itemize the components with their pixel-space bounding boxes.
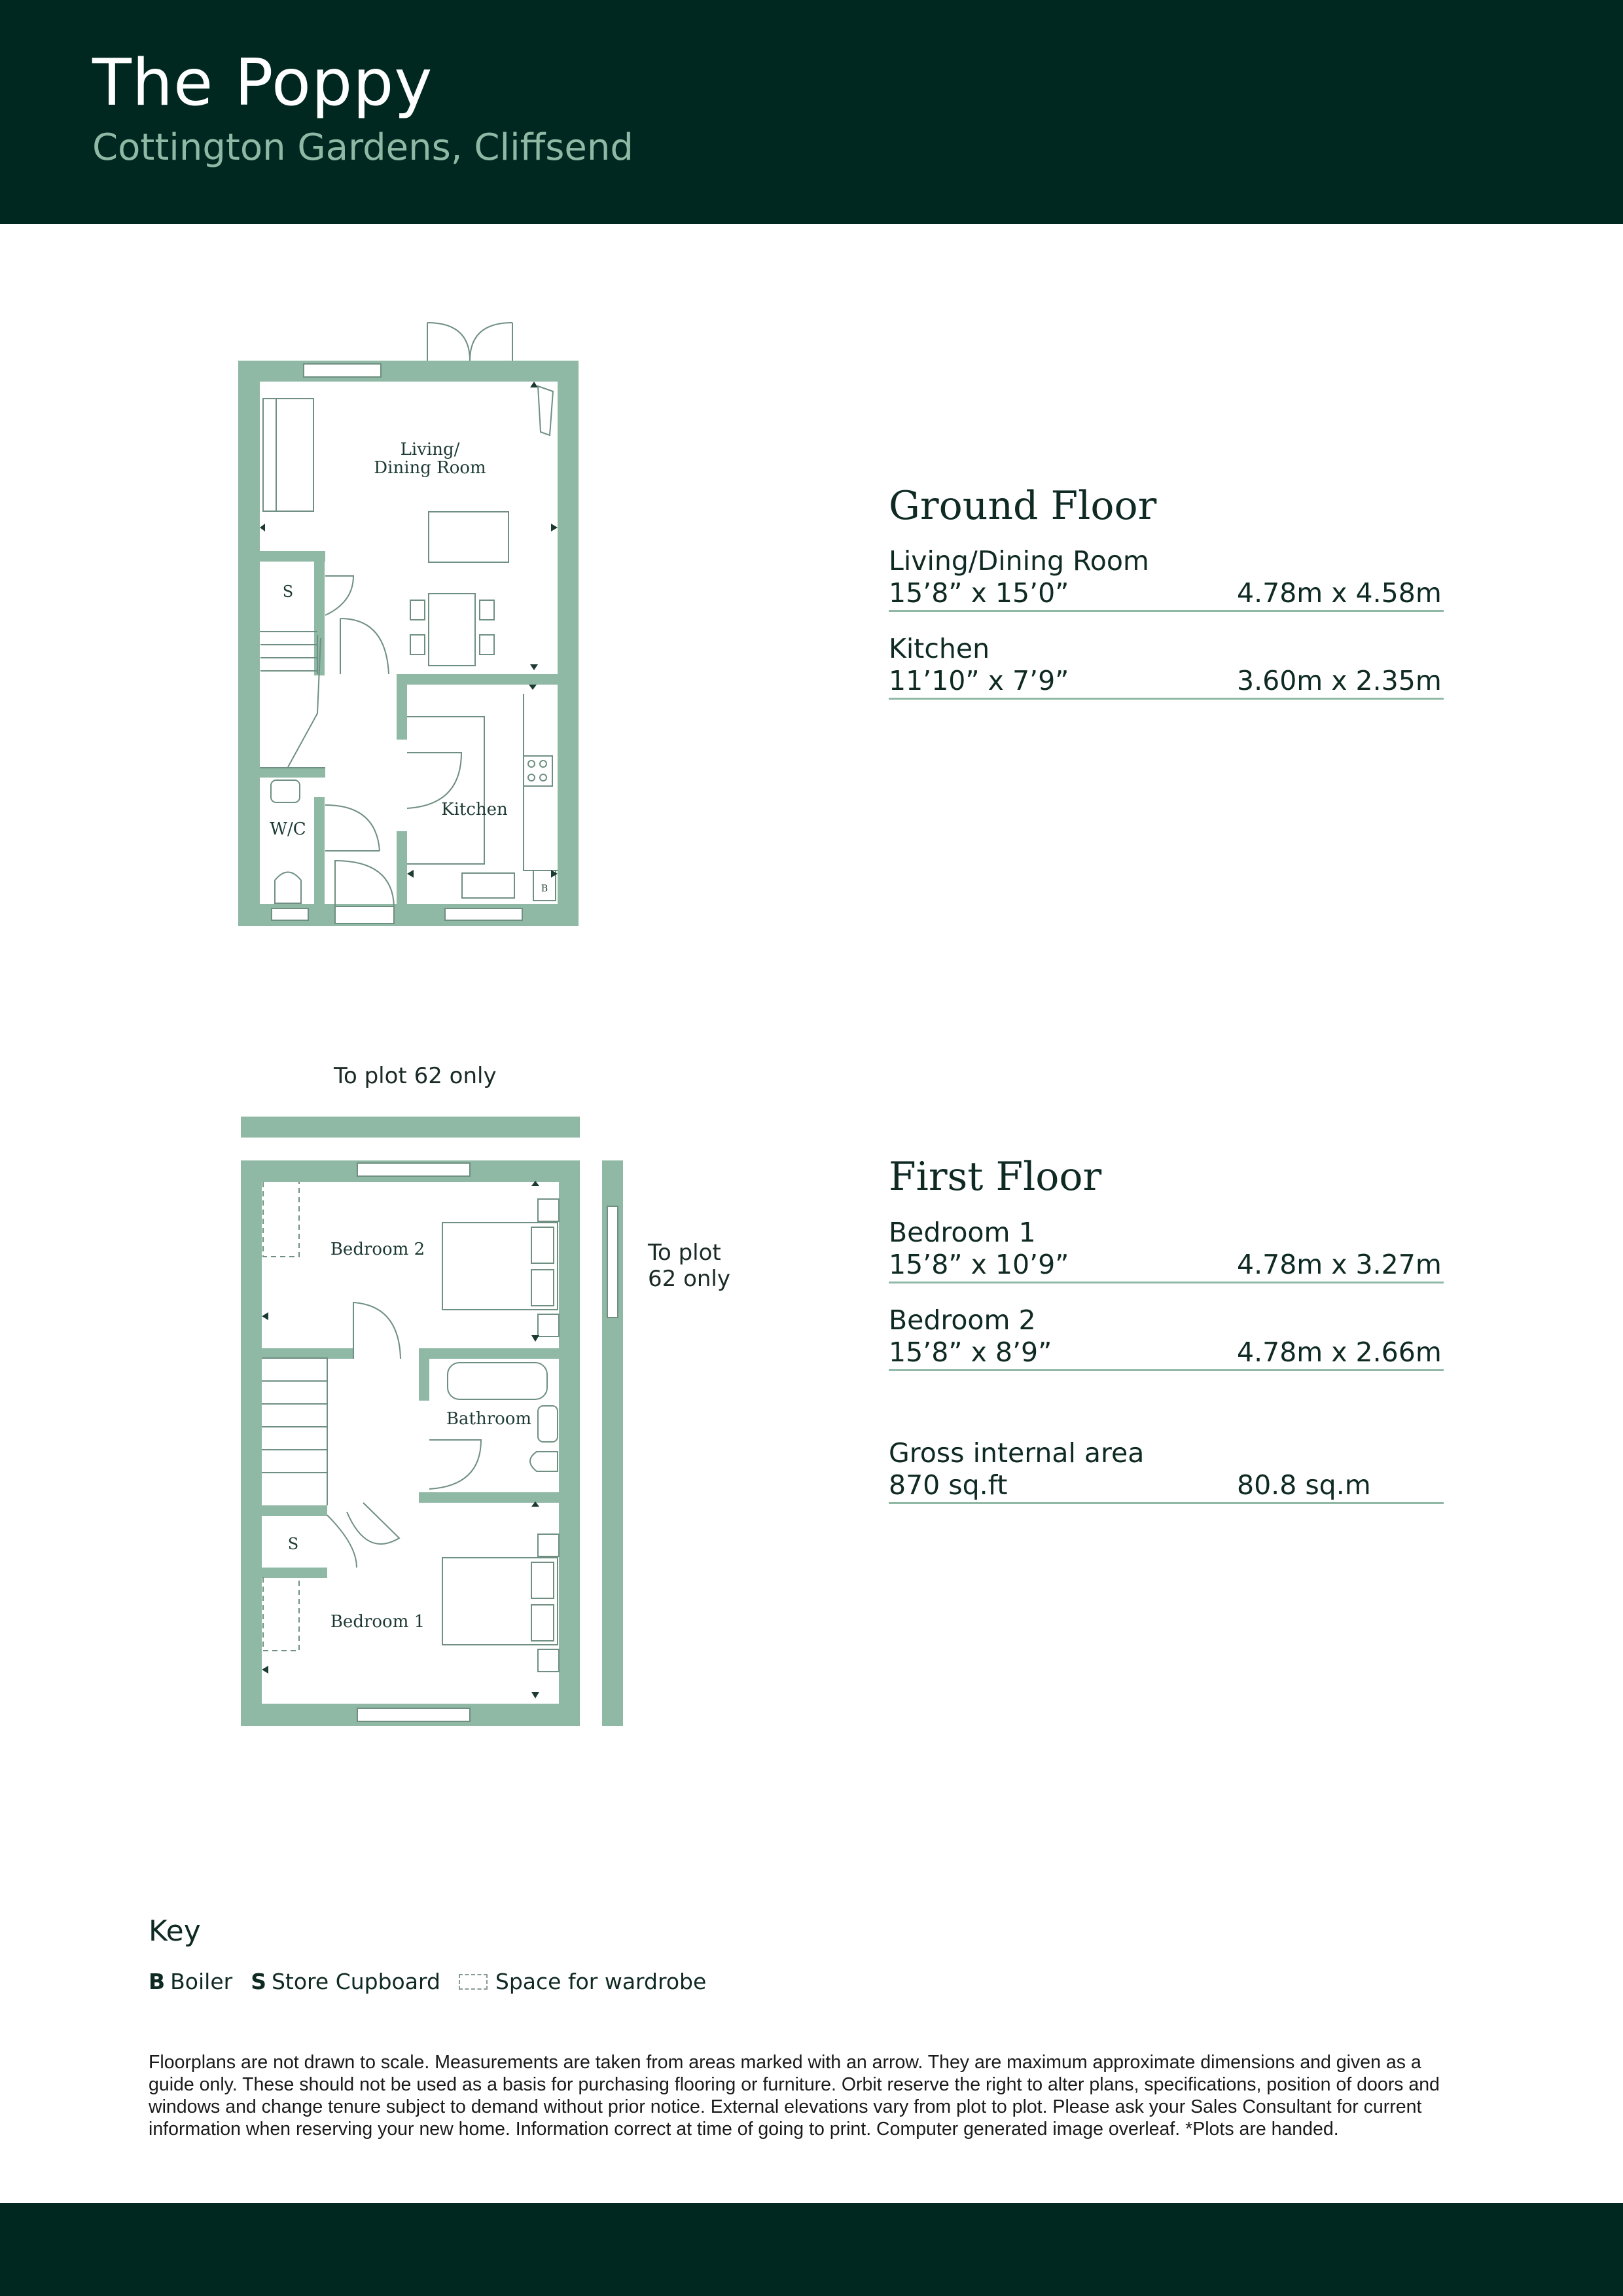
room-imperial: 15’8” x 10’9” <box>889 1249 1069 1280</box>
footer-banner <box>0 2203 1623 2296</box>
ground-wall-kitchen-left2 <box>397 831 407 905</box>
first-bath-basin <box>538 1406 558 1442</box>
key-label: Space for wardrobe <box>495 1969 707 1994</box>
first-bath-tub <box>448 1363 547 1399</box>
ground-front-door <box>335 906 394 924</box>
page-title: The Poppy <box>92 46 433 120</box>
first-bed-1 <box>442 1558 558 1645</box>
first-bath-door <box>429 1440 481 1489</box>
room-name: Bedroom 1 <box>889 1217 1036 1248</box>
ground-window-front-kitchen <box>445 908 522 920</box>
ground-dining-table <box>429 594 475 666</box>
first-wall-landing <box>262 1505 327 1516</box>
ground-store-door <box>325 576 353 615</box>
plan-label-boiler: B <box>541 884 548 894</box>
room-name: Living/Dining Room <box>889 545 1149 577</box>
room-metric: 4.78m x 2.66m <box>1237 1336 1442 1368</box>
ground-sofa <box>263 399 313 511</box>
first-wall-bed2-bottom <box>262 1348 353 1359</box>
key-item-store <box>251 1969 440 1994</box>
schedule-row-kitchen <box>889 632 1444 700</box>
schedule-row-bedroom1 <box>889 1216 1444 1283</box>
ground-front-door-swing <box>335 861 394 906</box>
disclaimer-text: Floorplans are not drawn to scale. Measurements are taken from areas marked with an arrow. They are maximum approximate dimensions and given as a guide only. These should not be used as a basis for purchasing flooring or furniture. Orbit reserve the right to alter plans, specifications, position of doors and windows and change tenure subject to demand without prior notice. External elevations vary from plot to plot. Please ask your Sales Consultant for current information when reserving your new home. Information correct at time of going to print. Computer generated image overleaf. *Plots are handed. <box>149 2052 1440 2140</box>
ground-wall-kitchen-top <box>397 674 558 685</box>
plot-note-side-line2: 62 only <box>648 1266 730 1292</box>
first-floor-title: First Floor <box>889 1154 1102 1200</box>
ground-wc-door <box>325 805 380 851</box>
first-bed-2 <box>442 1223 558 1310</box>
plot-note-side-line1: To plot <box>648 1240 721 1266</box>
ground-floor-title: Ground Floor <box>889 483 1157 529</box>
plan-label-store-ground: S <box>282 583 294 601</box>
key-title: Key <box>149 1914 201 1948</box>
ground-kitchen-sink <box>462 873 514 898</box>
key-item-wardrobe <box>459 1969 706 1994</box>
first-wall-bath-left <box>419 1348 429 1401</box>
ground-wall-wc-top <box>260 767 325 778</box>
room-metric: 3.60m x 2.35m <box>1237 665 1442 696</box>
room-metric: 4.78m x 3.27m <box>1237 1249 1442 1280</box>
ground-window-front-wc <box>272 908 308 920</box>
first-bed1-door <box>347 1503 399 1544</box>
ground-window-top <box>304 364 381 377</box>
plan-label-kitchen: Kitchen <box>441 800 508 819</box>
key-label: Store Cupboard <box>271 1969 440 1994</box>
plan-label-wc: W/C <box>270 819 306 839</box>
first-window-top <box>357 1163 470 1176</box>
room-metric: 4.78m x 4.58m <box>1237 577 1442 609</box>
key-item-boiler <box>149 1969 232 1994</box>
ground-hob <box>524 756 552 786</box>
ground-kitchen-counter <box>407 694 558 870</box>
ground-hall-door <box>340 619 389 674</box>
plan-label-store-first: S <box>287 1535 299 1553</box>
first-bed2-door <box>353 1302 401 1359</box>
ground-armchair <box>429 512 508 562</box>
page-subtitle: Cottington Gardens, Cliffsend <box>92 126 633 169</box>
key-legend <box>149 1969 724 1994</box>
key-letter: B <box>149 1969 166 1994</box>
ground-wall-wc-right <box>314 797 325 905</box>
schedule-row-living <box>889 545 1444 612</box>
ground-wc-basin <box>271 780 300 802</box>
plan-label-living-1: Living/ <box>400 440 460 459</box>
first-stairs <box>262 1358 327 1505</box>
wardrobe-swatch-icon <box>459 1974 488 1990</box>
room-name: Kitchen <box>889 633 990 664</box>
room-name: Bedroom 2 <box>889 1304 1036 1336</box>
first-plot-strip-top <box>241 1117 580 1138</box>
first-floor-plan <box>241 1117 623 1726</box>
plot-note-top: To plot 62 only <box>334 1063 497 1089</box>
plan-label-bathroom: Bathroom <box>446 1409 532 1429</box>
ground-toilet <box>275 872 301 904</box>
room-imperial: 11’10” x 7’9” <box>889 665 1069 696</box>
room-imperial: 15’8” x 15’0” <box>889 577 1069 609</box>
key-label: Boiler <box>170 1969 233 1994</box>
key-letter: S <box>251 1969 266 1994</box>
plan-label-bedroom2: Bedroom 2 <box>330 1240 425 1259</box>
plan-label-living-2: Dining Room <box>374 458 486 478</box>
ground-patio-doors <box>427 323 512 361</box>
schedule-row-gross-area <box>889 1437 1444 1504</box>
first-wall-bath-bottom <box>419 1492 559 1503</box>
plan-label-bedroom1: Bedroom 1 <box>330 1612 425 1632</box>
ground-wall-kitchen-left <box>397 674 407 740</box>
schedule-row-bedroom2 <box>889 1304 1444 1371</box>
gross-area-metric: 80.8 sq.m <box>1237 1469 1371 1501</box>
gross-area-imperial: 870 sq.ft <box>889 1469 1008 1501</box>
room-imperial: 15’8” x 8’9” <box>889 1336 1052 1368</box>
first-bath-toilet <box>530 1452 558 1471</box>
gross-area-label: Gross internal area <box>889 1437 1145 1469</box>
first-window-bottom <box>357 1708 470 1721</box>
